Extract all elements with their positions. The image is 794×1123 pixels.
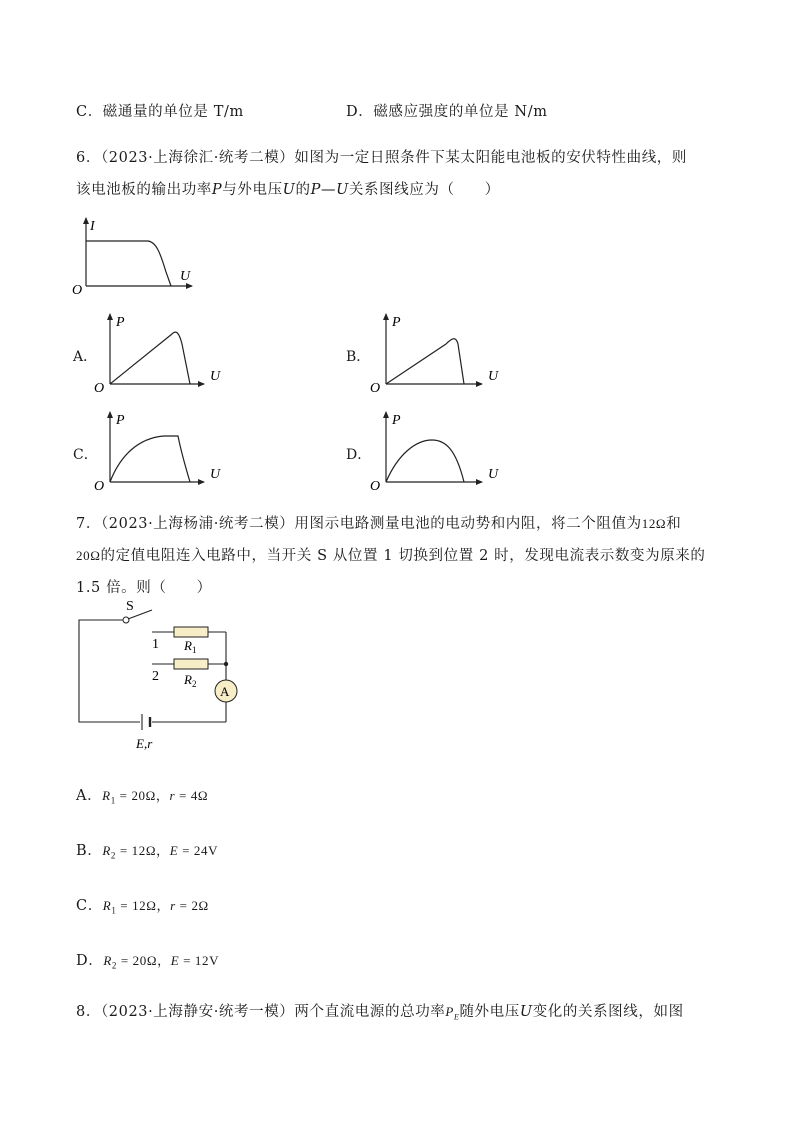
var-u: U — [282, 182, 296, 198]
q7-option-b[interactable] — [76, 839, 218, 861]
q5-option-c — [76, 100, 244, 121]
option-label: B． — [76, 843, 103, 859]
question-text: 用图示电路测量电池的电动势和内阻，将二个阻值为 — [294, 516, 642, 532]
q5-option-d — [346, 100, 548, 121]
circuit-diagram — [70, 599, 250, 760]
pu-curve — [386, 339, 464, 384]
switch-pivot — [123, 617, 129, 623]
q7-option-a[interactable] — [76, 784, 208, 806]
option-label: D． — [76, 953, 104, 969]
var-p: P — [211, 182, 223, 198]
q6-stem-line1 — [76, 146, 687, 167]
question-number: 6． — [76, 150, 101, 166]
x-axis-label: U — [210, 467, 221, 482]
q6-option-c-label[interactable]: C． — [73, 447, 98, 463]
option-text: $R_2 = 20\Omega$，E = 12V — [103, 953, 220, 971]
q8-stem-line1 — [76, 1000, 684, 1022]
question-text: 关系图线应为（ ） — [348, 182, 500, 198]
q7-option-d[interactable] — [76, 949, 219, 971]
question-source: （2023·上海静安·统考一模） — [100, 1004, 295, 1020]
value-20ohm: 20Ω — [76, 548, 101, 563]
question-text: 与外电压 — [222, 182, 283, 198]
q6-option-a-label[interactable]: A． — [73, 349, 98, 365]
question-text: 两个直流电源的总功率 — [294, 1004, 446, 1020]
option-text: $R_2 = 12\Omega$，E = 24V — [102, 843, 219, 861]
y-axis-label: P — [392, 315, 401, 330]
wire-left — [79, 620, 140, 722]
value-12ohm: 12Ω — [641, 516, 667, 531]
origin-label: O — [370, 381, 381, 396]
pu-curve — [110, 332, 190, 384]
y-axis-label: P — [116, 413, 125, 428]
x-axis-label: U — [488, 369, 499, 384]
origin-label: O — [370, 479, 381, 494]
question-text: 的 — [295, 182, 311, 198]
question-text: 的定值电阻连入电路中，当开关 S 从位置 1 切换到位置 2 时，发现电流表示数变为原来的 — [100, 548, 706, 564]
option-label: A． — [76, 788, 103, 804]
x-axis-label: U — [180, 269, 191, 284]
y-axis-label: P — [116, 315, 125, 330]
option-label: D． — [346, 104, 374, 120]
question-text: 随外电压 — [459, 1004, 520, 1020]
option-text: $R_1 = 12\Omega$，r = 2Ω — [102, 898, 209, 916]
pu-curve — [110, 436, 190, 482]
switch-label: S — [126, 599, 134, 614]
iu-graph — [70, 212, 200, 298]
question-text: 1.5 倍。则（ ） — [76, 580, 212, 596]
option-text: 磁通量的单位是 T/m — [102, 104, 244, 120]
question-text: 和 — [666, 516, 682, 532]
r2-label: $R_2$ — [184, 672, 197, 689]
iu-curve — [86, 241, 171, 286]
question-number: 7． — [76, 516, 101, 532]
battery-label: E,r — [136, 736, 153, 751]
ammeter-label: A — [220, 684, 230, 699]
q7-option-c[interactable] — [76, 894, 209, 916]
y-axis-label: P — [392, 413, 401, 428]
resistor-r1 — [174, 627, 208, 637]
var-pe: $P_E$ — [445, 1004, 460, 1022]
resistor-r2 — [174, 659, 208, 669]
option-label: C． — [76, 898, 103, 914]
pu-curve — [386, 440, 464, 482]
question-source: （2023·上海杨浦·统考二模） — [100, 516, 295, 532]
r1-label: $R_1$ — [184, 638, 197, 655]
x-axis-label: U — [210, 369, 221, 384]
x-axis-label: U — [488, 467, 499, 482]
q6-option-b-graph[interactable] — [370, 308, 510, 394]
origin-label: O — [94, 479, 105, 494]
q6-option-d-graph[interactable] — [370, 406, 510, 492]
origin-label: O — [72, 283, 83, 298]
pos2-label: 2 — [152, 669, 159, 684]
question-text: 如图为一定日照条件下某太阳能电池板的安伏特性曲线，则 — [294, 150, 688, 166]
q7-stem-line2 — [76, 544, 706, 565]
q7-stem-line1 — [76, 512, 681, 533]
origin-label: O — [94, 381, 105, 396]
option-text: $R_1 = 20\Omega$，r = 4Ω — [102, 788, 209, 806]
pos1-label: 1 — [152, 637, 159, 652]
option-text: 磁感应强度的单位是 N/m — [373, 104, 548, 120]
q6-option-c-graph[interactable] — [92, 406, 232, 492]
question-source: （2023·上海徐汇·统考二模） — [100, 150, 295, 166]
option-label: C． — [76, 104, 103, 120]
question-text: 该电池板的输出功率 — [76, 182, 212, 198]
q6-option-d-label[interactable]: D． — [346, 447, 372, 463]
var-u: U — [519, 1004, 533, 1020]
q7-stem-line3 — [76, 576, 212, 597]
question-number: 8． — [76, 1004, 101, 1020]
q6-option-a-graph[interactable] — [92, 308, 232, 394]
question-text: 变化的关系图线，如图 — [532, 1004, 684, 1020]
y-axis-label: I — [90, 219, 95, 234]
q6-option-b-label[interactable]: B． — [346, 349, 371, 365]
var-pu: P—U — [310, 182, 349, 198]
q6-stem-line2 — [76, 178, 500, 199]
